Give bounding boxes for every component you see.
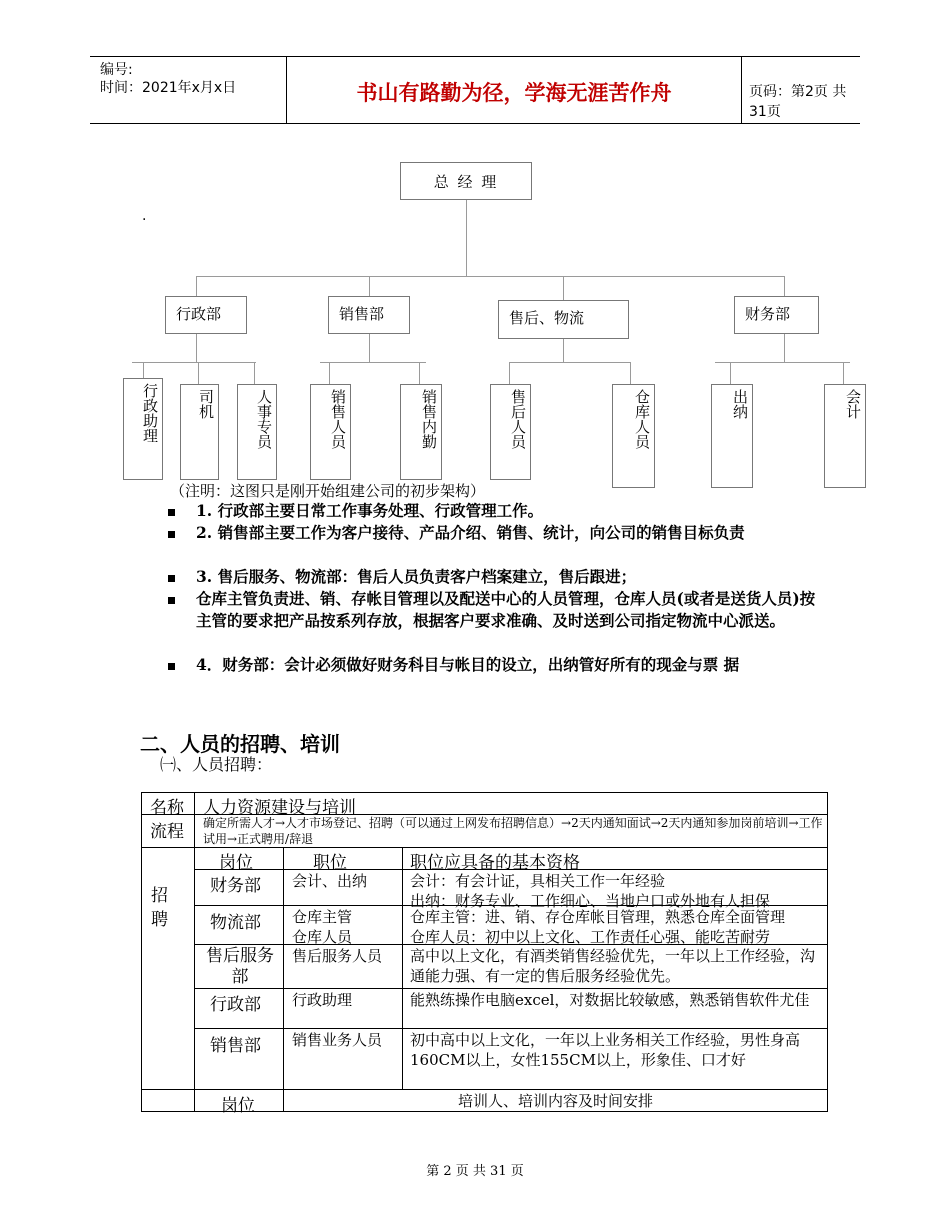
connector-line: [509, 362, 510, 384]
org-node-finance-dept: 财务部: [734, 296, 819, 334]
stray-dot: .: [142, 208, 147, 224]
time-label: 时间：2021年x月x日: [100, 80, 237, 96]
table-value-name: 人力资源建设与培训: [203, 798, 356, 818]
table-line: [283, 847, 284, 1112]
bullet-marker: [168, 663, 175, 670]
connector-line: [132, 362, 256, 363]
table-cell-dept: 行政部: [210, 995, 261, 1015]
table-header-qualification: 职位应具备的基本资格: [410, 853, 580, 873]
subsection-title: ㈠、人员招聘：: [160, 755, 273, 774]
table-cell-position: 售后服务人员: [292, 947, 383, 965]
header-left-cell: [90, 57, 286, 123]
table-label-recruit: 招聘: [151, 886, 168, 930]
table-cell-dept: 售后服务部: [206, 946, 274, 987]
table-line: [141, 792, 142, 1112]
org-node-aftersales-logistics-dept: 售后、物流: [498, 300, 629, 339]
bullet-marker: [168, 597, 175, 604]
header-page-cell: [741, 57, 860, 123]
page-footer: 第 2 页 共 31 页: [426, 1164, 524, 1179]
table-cell-training: 培训人、培训内容及时间安排: [457, 1092, 653, 1110]
bullet-item-4: 仓库主管负责进、销、存帐目管理以及配送中心的人员管理，仓库人员(或者是送货人员)按主管的要求把产品按系列存放，根据客户要求准确、及时送到公司指定物流中心派送。: [196, 589, 816, 630]
bullet-item-1: 1. 行政部主要日常工作事务处理、行政管理工作。: [196, 501, 544, 520]
table-cell-position: 销售业务人员: [292, 1031, 383, 1049]
table-line: [402, 847, 403, 1089]
org-node-driver: 司机: [180, 384, 219, 480]
table-label-name: 名称: [150, 798, 184, 818]
connector-line: [715, 362, 850, 363]
bullet-marker: [168, 575, 175, 582]
connector-line: [509, 362, 630, 363]
org-node-accountant: 会计: [824, 384, 866, 488]
table-cell-qualification: 初中高中以上文化，一年以上业务相关工作经验，男性身高160CM以上，女性155CM以上，形象佳、口才好: [410, 1031, 801, 1069]
table-line: [194, 1028, 828, 1029]
org-node-warehouse-staff: 仓库人员: [612, 384, 655, 488]
table-line: [827, 792, 828, 1112]
table-cell-qualification: 仓库主管：进、销、存仓库帐目管理，熟悉仓库全面管理 仓库人员：初中以上文化、工作责任心强、能吃苦耐劳: [410, 908, 786, 946]
connector-line: [784, 276, 785, 298]
table-cell-position: 仓库主管 仓库人员: [292, 908, 353, 946]
table-label-process: 流程: [150, 822, 184, 842]
connector-line: [563, 276, 564, 301]
org-node-hr-specialist: 人事专员: [237, 384, 277, 480]
bullet-item-5: 4．财务部：会计必须做好财务科目与帐目的设立，出纳管好所有的现金与票 据: [196, 655, 740, 674]
connector-line: [730, 362, 731, 384]
table-cell-qualification: 能熟练操作电脑excel，对数据比较敏感，熟悉销售软件尤佳: [410, 991, 810, 1009]
table-cell-position: 会计、出纳: [292, 872, 368, 890]
connector-line: [563, 339, 564, 362]
header-motto-cell: [286, 57, 742, 123]
connector-line: [784, 334, 785, 362]
bullet-item-3: 3. 售后服务、物流部：售后人员负责客户档案建立，售后跟进；: [196, 567, 637, 586]
org-node-cashier: 出纳: [711, 384, 753, 488]
org-node-general-manager: 总 经 理: [400, 162, 532, 200]
connector-line: [196, 276, 197, 298]
connector-line: [254, 362, 255, 384]
connector-line: [329, 362, 330, 384]
org-node-admin-dept: 行政部: [165, 296, 247, 334]
connector-line: [369, 334, 370, 362]
table-cell-qualification: 高中以上文化，有酒类销售经验优先，一年以上工作经验，沟通能力强、有一定的售后服务经验优先。: [410, 947, 816, 985]
table-line: [194, 792, 195, 1112]
connector-line: [196, 334, 197, 362]
recruitment-table: [141, 792, 828, 1116]
connector-line: [630, 362, 631, 384]
connector-line: [143, 362, 144, 378]
motto: 书山有路勤为径，学海无涯苦作舟: [356, 80, 672, 105]
org-node-sales-clerk: 销售内勤: [400, 384, 442, 480]
connector-line: [320, 362, 426, 363]
org-node-sales-dept: 销售部: [328, 296, 410, 334]
table-header-position: 职位: [313, 853, 347, 873]
table-line: [194, 988, 828, 989]
connector-line: [369, 276, 370, 298]
connector-line: [198, 362, 199, 384]
bullet-item-2: 2. 销售部主要工作为客户接待、产品介绍、销售、统计，向公司的销售目标负责: [196, 523, 745, 542]
number-label: 编号:: [100, 62, 133, 78]
table-cell-dept: 销售部: [210, 1036, 261, 1056]
connector-line: [196, 276, 784, 277]
page-header: [90, 56, 860, 124]
org-node-aftersales-staff: 售后人员: [490, 384, 531, 480]
org-chart-note: （注明：这图只是刚开始组建公司的初步架构）: [170, 482, 486, 500]
table-value-process: 确定所需人才→人才市场登记、招聘（可以通过上网发布招聘信息）→2天内通知面试→2天内通知参加岗前培训→工作试用→正式聘用/辞退: [203, 816, 823, 846]
table-cell-position: 行政助理: [292, 991, 353, 1009]
table-line: [141, 1089, 828, 1090]
bullet-marker: [168, 509, 175, 516]
bullet-marker: [168, 531, 175, 538]
table-cell-dept: 财务部: [210, 876, 261, 896]
connector-line: [466, 199, 467, 276]
org-node-admin-assistant: 行政助理: [123, 378, 163, 480]
connector-line: [419, 362, 420, 384]
section-title: 二、人员的招聘、培训: [140, 732, 340, 756]
connector-line: [843, 362, 844, 384]
org-node-sales-staff: 销售人员: [310, 384, 351, 480]
table-cell-qualification: 会计：有会计证，具相关工作一年经验 出纳：财务专业、工作细心、当地户口或外地有人担保: [410, 872, 771, 910]
table-cell-dept: 岗位: [221, 1096, 255, 1116]
table-header-dept: 岗位: [219, 853, 253, 873]
table-cell-dept: 物流部: [210, 913, 261, 933]
page-info: 页码：第2页 共31页: [749, 84, 847, 120]
